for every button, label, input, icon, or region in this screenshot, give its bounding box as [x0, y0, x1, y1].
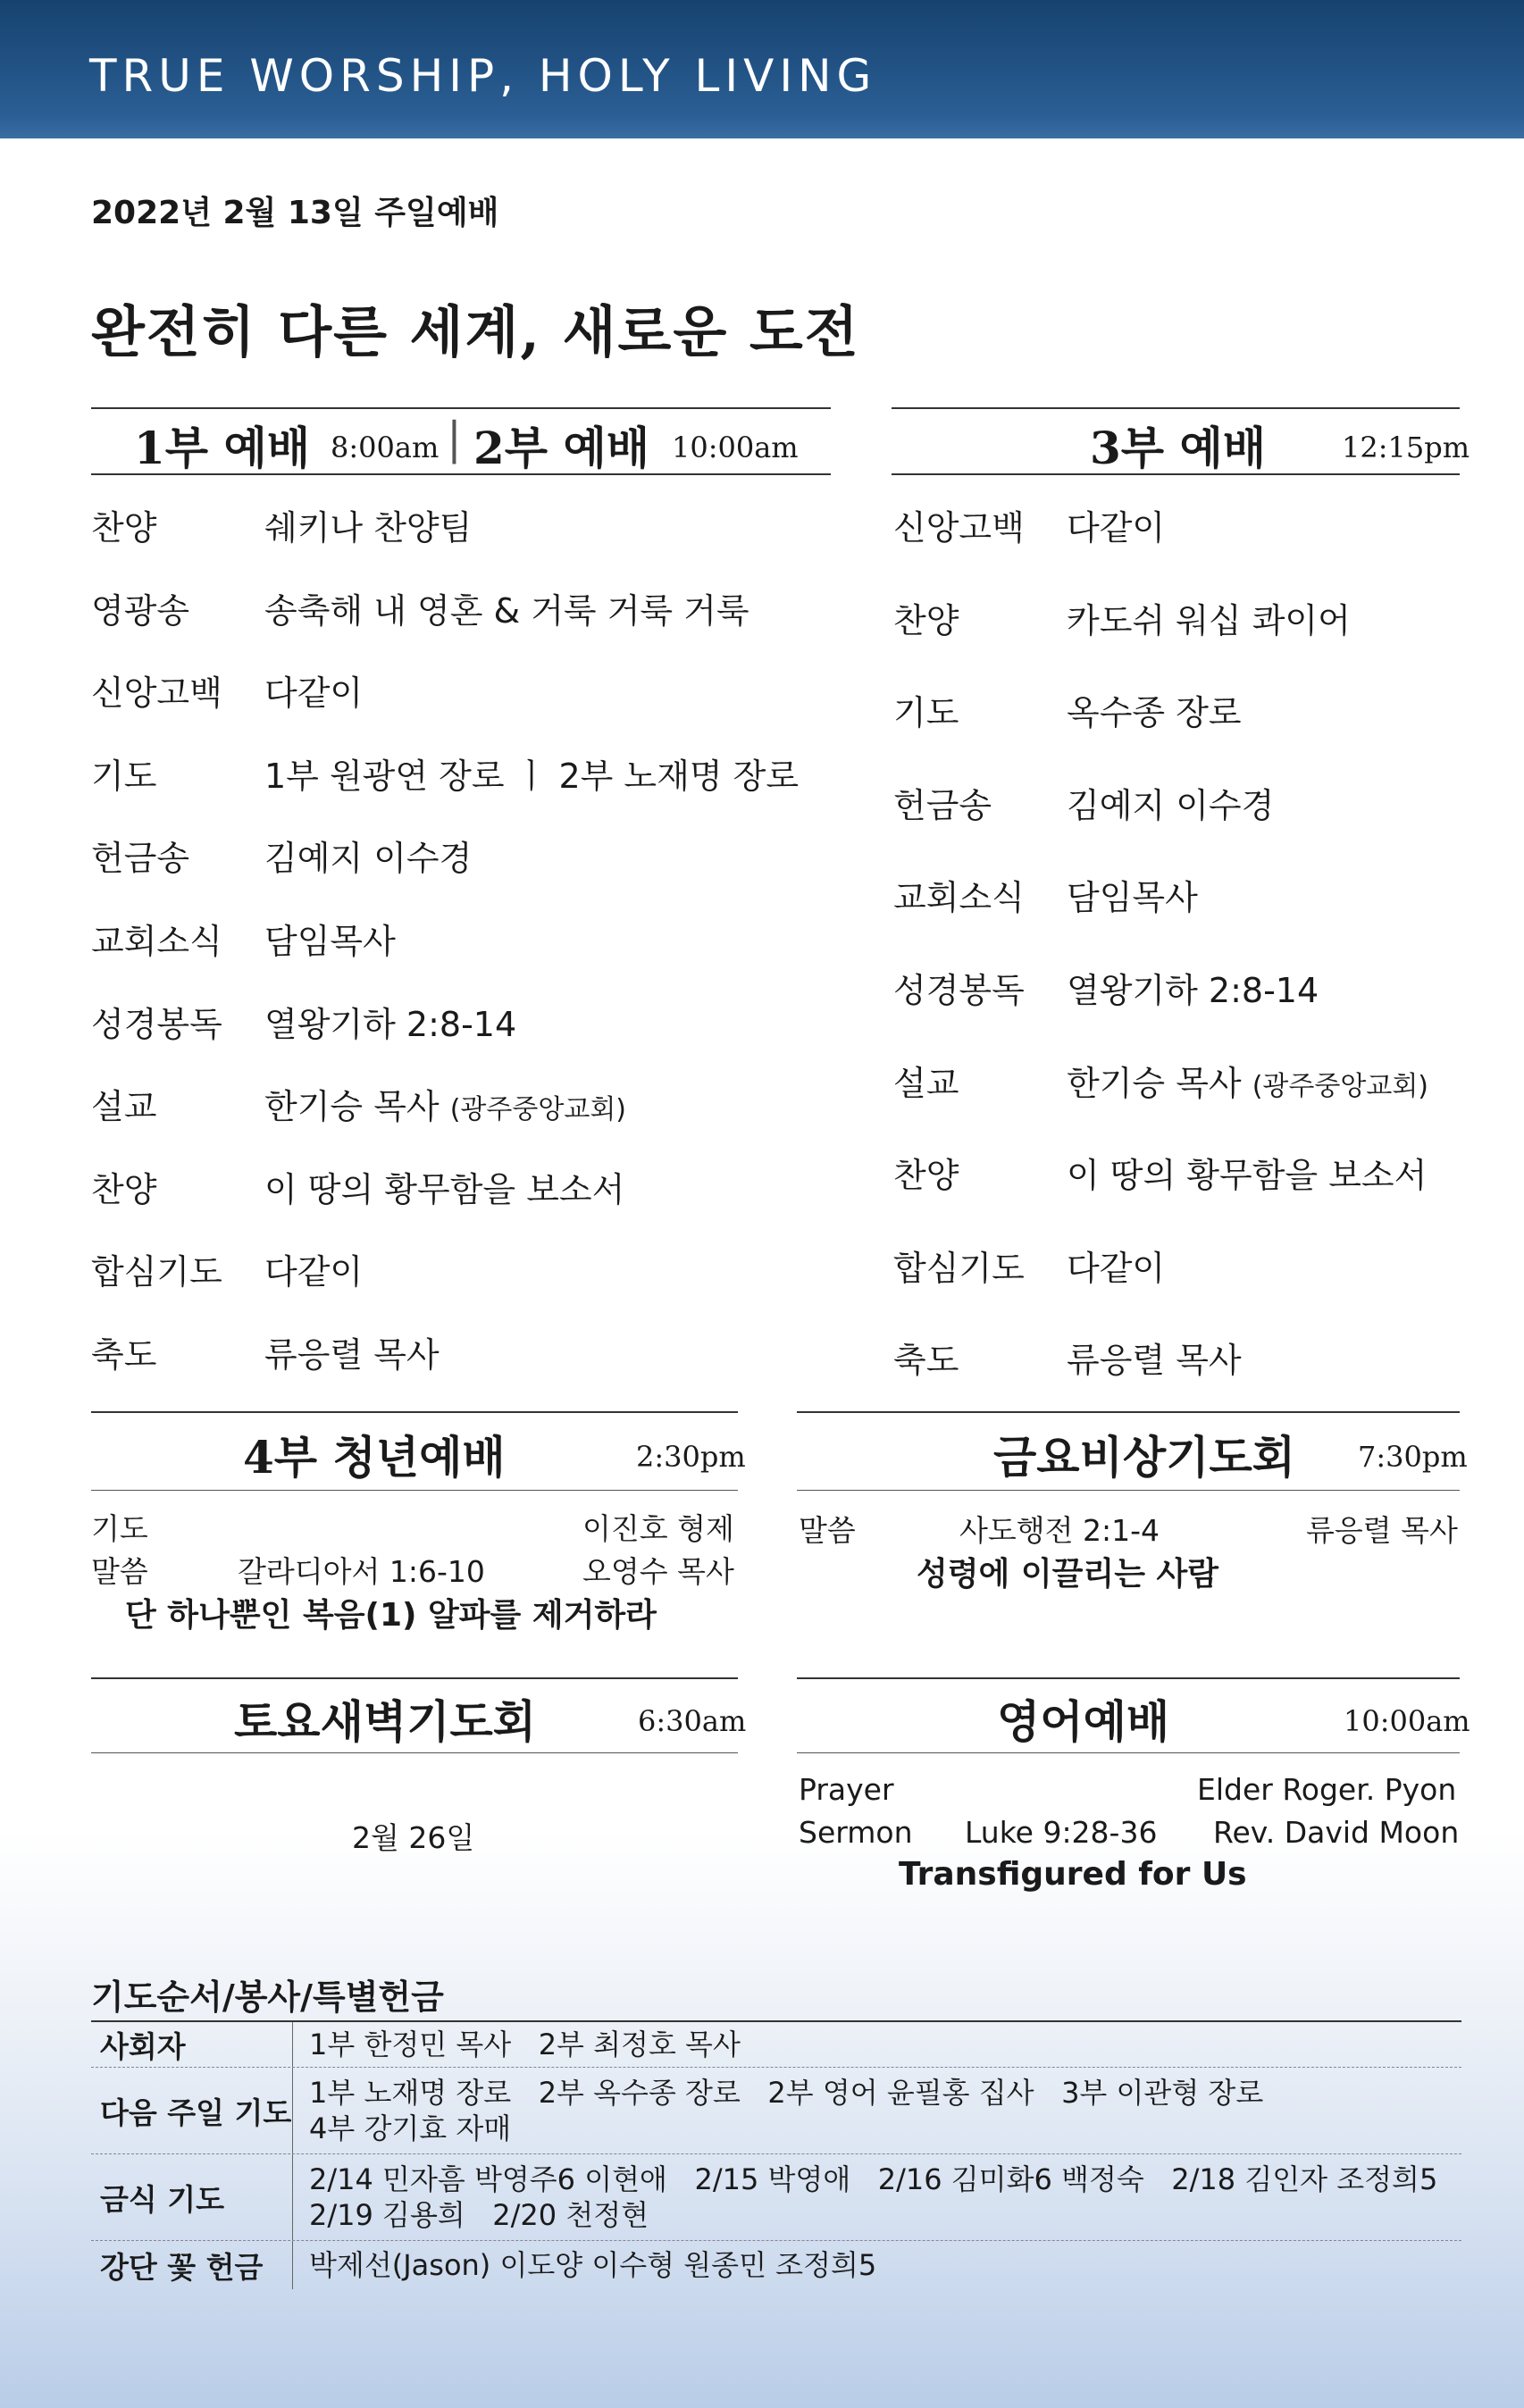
table-row-line: 1부 노재명 장로 2부 옥수종 장로 2부 영어 윤필홍 집사 3부 이관형 장로 [309, 2076, 1264, 2110]
saturday-date: 2월 26일 [352, 1820, 475, 1855]
friday-word-text: 사도행전 2:1-4 [959, 1513, 1160, 1548]
order-value-text: 담임목사 [1067, 878, 1198, 918]
divider [797, 1490, 1460, 1491]
order-label: 찬양 [91, 508, 157, 548]
order-value [264, 748, 799, 798]
table-row [91, 2241, 1461, 2289]
header-band [0, 0, 1524, 138]
divider [892, 473, 1460, 475]
service1-title: 1부 예배 [134, 422, 311, 474]
order-value [1067, 1056, 1428, 1105]
order-value [1067, 963, 1319, 1012]
divider [91, 1752, 738, 1753]
order-value-text: 담임목사 [264, 922, 396, 961]
service3-time: 12:15pm [1342, 431, 1470, 464]
order-label: 축도 [91, 1335, 157, 1375]
youth-prayer-label: 기도 [91, 1511, 148, 1546]
divider [91, 1677, 738, 1679]
order-value [1067, 1148, 1427, 1197]
table-title: 기도순서/봉사/특별헌금 [91, 1977, 444, 2017]
service1-time: 8:00am [331, 431, 440, 464]
divider [91, 1411, 738, 1413]
order-value-text: 김예지 이수경 [1067, 785, 1275, 825]
order-value-text: 1부 원광연 장로 ㅣ 2부 노재명 장로 [264, 756, 800, 796]
order-value-text: 한기승 목사 [1067, 1063, 1242, 1103]
english-title: 영어예배 [997, 1695, 1170, 1748]
table-row-line: 1부 한정민 목사 2부 최정호 목사 [309, 2028, 741, 2061]
friday-sermon-title: 성령에 이끌리는 사람 [917, 1556, 1219, 1593]
table-row-label: 사회자 [91, 2022, 293, 2067]
friday-title: 금요비상기도회 [993, 1431, 1296, 1484]
table-row-label: 다음 주일 기도 [91, 2068, 293, 2153]
order-value-text: 김예지 이수경 [264, 839, 473, 879]
youth-title: 4부 청년예배 [243, 1431, 506, 1484]
order-value-text: 열왕기하 2:8-14 [264, 1004, 517, 1044]
order-label: 축도 [893, 1341, 959, 1381]
order-label: 교회소식 [91, 922, 222, 961]
order-value-text: 류응렬 목사 [264, 1335, 440, 1375]
order-value [1067, 1241, 1165, 1290]
order-value [264, 1327, 440, 1376]
table-row-value [293, 2022, 741, 2067]
order-value-text: 한기승 목사 [264, 1087, 440, 1127]
table-row-line: 2/14 민자흠 박영주6 이현애 2/15 박영애 2/16 김미화6 백정숙 2/18 김인자 조정희5 [309, 2162, 1438, 2196]
order-label: 찬양 [893, 600, 959, 640]
table-row [91, 2068, 1461, 2154]
table-row [91, 2020, 1461, 2068]
order-value-text: 류응렬 목사 [1067, 1341, 1242, 1381]
header-title: TRUE WORSHIP, HOLY LIVING [89, 50, 877, 102]
order-value [1067, 593, 1351, 642]
order-value [264, 831, 472, 880]
order-label: 헌금송 [893, 785, 992, 825]
table-row-line: 박제선(Jason) 이도양 이수형 원종민 조정희5 [309, 2248, 877, 2282]
service2-time: 10:00am [672, 431, 799, 464]
youth-sermon-title: 단 하나뿐인 복음(1) 알파를 제거하라 [125, 1597, 657, 1634]
divider [797, 1411, 1460, 1413]
friday-word-label: 말씀 [799, 1513, 856, 1548]
table-row-line: 4부 강기효 자매 [309, 2111, 512, 2145]
divider [797, 1677, 1460, 1679]
order-label: 합심기도 [893, 1248, 1025, 1288]
order-value [264, 914, 396, 963]
divider [91, 473, 831, 475]
order-value [264, 583, 749, 632]
saturday-title: 토요새벽기도회 [234, 1695, 537, 1748]
order-label: 찬양 [91, 1169, 157, 1209]
youth-time: 2:30pm [636, 1440, 746, 1474]
order-value-text: 이 땅의 황무함을 보소서 [264, 1169, 625, 1209]
english-time: 10:00am [1344, 1704, 1470, 1738]
order-value-text: 다같이 [1067, 508, 1166, 548]
table-row-value [293, 2068, 1263, 2153]
order-value-text: 이 땅의 황무함을 보소서 [1067, 1156, 1428, 1196]
order-label: 설교 [91, 1087, 157, 1127]
saturday-time: 6:30am [638, 1704, 747, 1738]
order-value [1067, 870, 1198, 919]
service-divider: | [447, 413, 462, 464]
divider [91, 1490, 738, 1491]
order-value [264, 1079, 626, 1128]
divider [797, 1752, 1460, 1753]
divider [91, 407, 831, 409]
order-value-note: (광주중앙교회) [1252, 1070, 1429, 1102]
order-label: 헌금송 [91, 839, 190, 879]
youth-prayer-person: 이진호 형제 [582, 1511, 734, 1546]
sermon-title: 완전히 다른 세계, 새로운 도전 [91, 299, 860, 364]
order-label: 기도 [91, 756, 157, 796]
order-value [264, 500, 472, 549]
table-row-value [293, 2154, 1437, 2240]
order-value [264, 1162, 624, 1211]
order-value [1067, 778, 1274, 827]
order-label: 설교 [893, 1063, 959, 1103]
order-value-text: 송축해 내 영혼 & 거룩 거룩 거룩 [264, 590, 749, 631]
table-row-line: 2/19 김용희 2/20 천정현 [309, 2198, 649, 2232]
service3-title: 3부 예배 [1090, 422, 1267, 474]
order-value-text: 다같이 [1067, 1248, 1166, 1288]
order-value [264, 1244, 363, 1293]
order-value-text: 카도쉬 워십 콰이어 [1067, 600, 1351, 640]
order-value-text: 다같이 [264, 1252, 364, 1292]
english-prayer-person: Elder Roger. Pyon [1197, 1772, 1457, 1807]
service-roster-table [91, 2020, 1461, 2289]
order-label: 신앙고백 [91, 673, 222, 714]
english-sermon-person: Rev. David Moon [1213, 1815, 1460, 1850]
order-value [264, 665, 363, 715]
order-label: 기도 [893, 693, 959, 733]
order-label: 성경봉독 [91, 1004, 222, 1044]
order-value-text: 쉐키나 찬양팀 [264, 508, 473, 548]
table-row-value [293, 2241, 876, 2289]
english-sermon-text: Luke 9:28-36 [965, 1815, 1158, 1850]
order-label: 신앙고백 [893, 508, 1025, 548]
youth-word-label: 말씀 [91, 1554, 148, 1589]
table-row-label: 금식 기도 [91, 2154, 293, 2240]
order-value-text: 옥수종 장로 [1067, 693, 1242, 733]
order-value-text: 열왕기하 2:8-14 [1067, 971, 1319, 1010]
english-prayer-label: Prayer [799, 1772, 894, 1807]
friday-time: 7:30pm [1358, 1440, 1468, 1474]
order-value [1067, 500, 1165, 549]
order-value-text: 다같이 [264, 673, 364, 714]
order-label: 교회소식 [893, 878, 1025, 918]
divider [892, 407, 1460, 409]
service-date: 2022년 2월 13일 주일예배 [91, 195, 499, 231]
order-label: 영광송 [91, 590, 190, 631]
youth-word-person: 오영수 목사 [582, 1554, 734, 1589]
youth-word-text: 갈라디아서 1:6-10 [238, 1554, 485, 1589]
friday-word-person: 류응렬 목사 [1306, 1513, 1458, 1548]
english-sermon-title: Transfigured for Us [899, 1856, 1247, 1893]
table-row [91, 2154, 1461, 2241]
order-value-note: (광주중앙교회) [449, 1094, 627, 1126]
service2-title: 2부 예배 [473, 422, 650, 474]
order-value [1067, 1333, 1242, 1382]
order-label: 찬양 [893, 1156, 959, 1196]
table-row-label: 강단 꽃 헌금 [91, 2241, 293, 2289]
order-value [1067, 685, 1242, 734]
order-label: 성경봉독 [893, 971, 1025, 1010]
english-sermon-label: Sermon [799, 1815, 913, 1850]
order-value [264, 997, 516, 1046]
order-label: 합심기도 [91, 1252, 222, 1292]
